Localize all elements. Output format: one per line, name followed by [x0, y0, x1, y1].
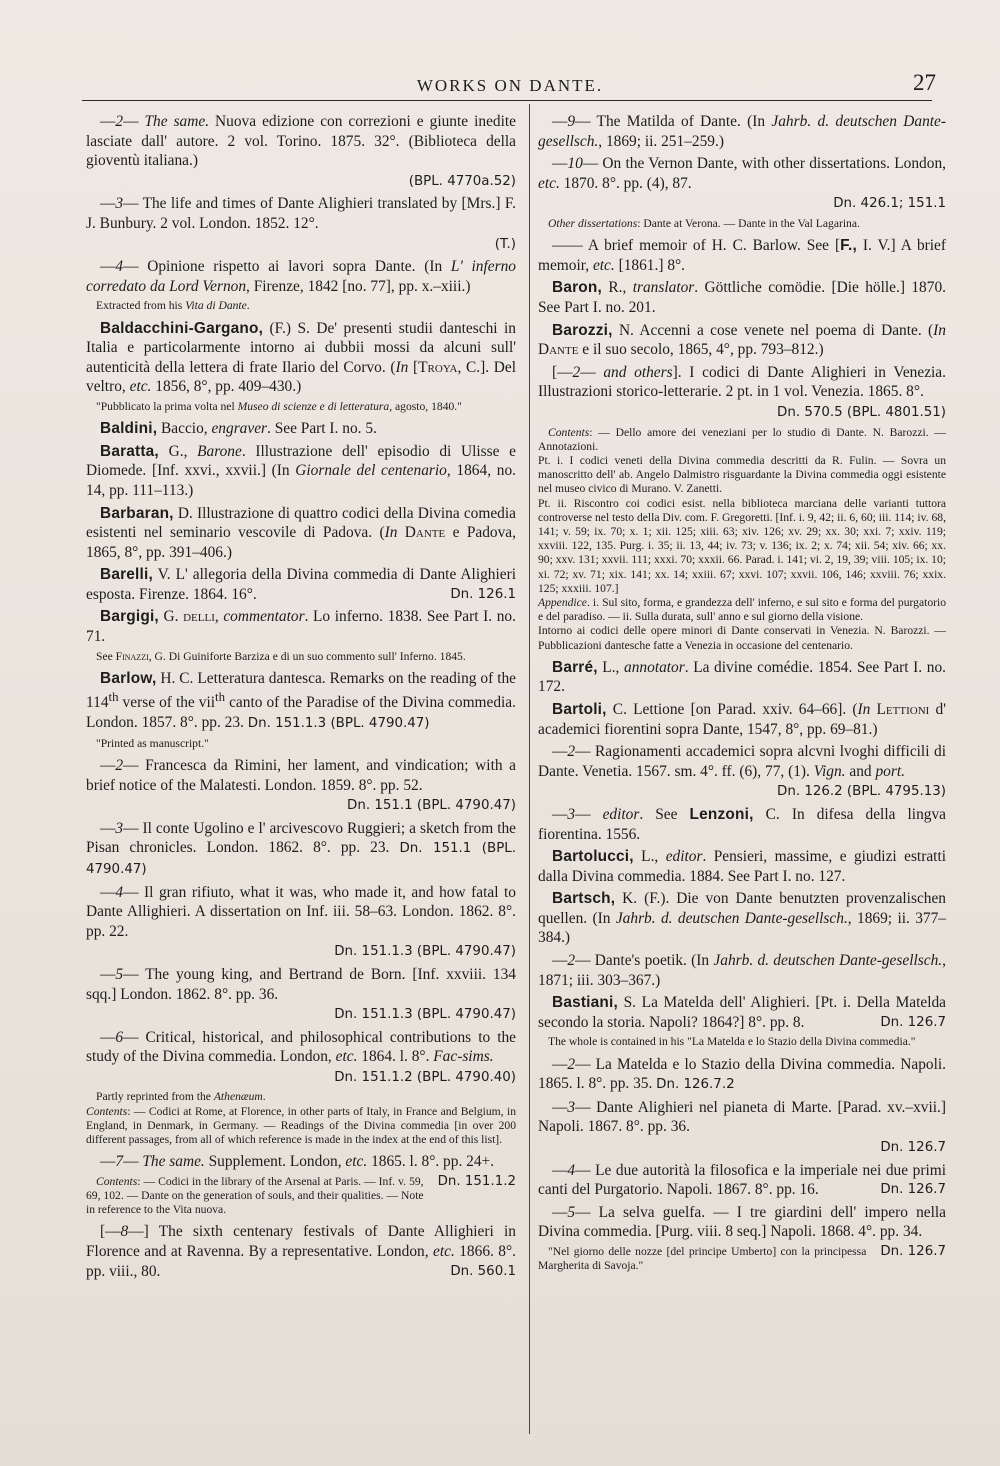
catalog-entry: Baron, R., translator. Göttliche comödie. [Die hölle.] 1870. See Part I. no. 201.	[538, 279, 946, 316]
catalog-note: The whole is contained in his "La Matelda e lo Stazio della Divina commedia."	[548, 1035, 916, 1049]
column-divider	[529, 104, 530, 1434]
catalog-note: Contents: — Codici in the library of the Arsenal at Paris. — Inf. v. 59, 69, 102. — Dante on the generation of souls, and their qualities. — Note in reference to the Vita nuova.	[86, 1174, 424, 1217]
catalog-entry: Bartolucci, L., editor. Pensieri, massime, e giudizi estratti dalla Divina commedia. 1884. See Part I. no. 127.	[538, 848, 946, 885]
catalog-entry: —3— editor. See Lenzoni, C. In difesa della lingva fiorentina. 1556.	[538, 805, 946, 843]
catalog-entry: —10— On the Vernon Dante, with other dissertations. London, etc. 1870. 8°. pp. (4), 87. Dn. 426.1; 151.1	[538, 155, 946, 212]
catalog-entry: [—2— and others]. I codici di Dante Alighieri in Venezia. Illustrazioni storico-letterarie. 2 pt. in 1 vol. Venezia. 1865. 8°. Dn. 570.5 (BPL. 4801.51)	[538, 363, 946, 420]
catalog-entry: —4— Le due autorità la filosofica e la imperiale nei due primi canti del Purgatorio. Napoli. 1867. 8°. pp. 16. Dn. 126.7	[538, 1161, 946, 1199]
catalog-entry: —5— La selva guelfa. — I tre giardini dell' impero nella Divina commedia. [Purg. viii. 8 seq.] Napoli. 1868. 4°. pp. 34. Dn. 126.7	[538, 1203, 946, 1259]
catalog-entry: Barbaran, D. Illustrazione di quattro codici della Divina comedia esistenti nel seminario vescovile di Padova. (In Dante e Padova, 1865, 8°, pp. 391–406.)	[86, 504, 516, 561]
running-head	[80, 72, 940, 102]
catalog-entry: Barozzi, N. Accenni a cose venete nel poema di Dante. (In Dante e il suo secolo, 1865, 4°, pp. 793–812.)	[538, 321, 946, 359]
catalog-note: "Printed as manuscript."	[96, 736, 209, 750]
catalog-entry: —2— The same. Nuova edizione con correzioni e giunte inedite lasciate dall' autore. 2 vol. Torino. 1875. 32°. (Biblioteca della gioventù italiana.) (BPL. 4770a.52)	[86, 113, 516, 189]
catalog-entry: —— A brief memoir of H. C. Barlow. See [F., I. V.] A brief memoir, etc. [1861.] 8°.	[538, 237, 947, 274]
catalog-entry: —2— Dante's poetik. (In Jahrb. d. deutschen Dante-gesellsch., 1871; iii. 303–367.)	[538, 952, 946, 989]
catalog-entry: Bargigi, G. delli, commentator. Lo inferno. 1838. See Part I. no. 71.	[86, 608, 516, 646]
catalog-note: "Nel giorno delle nozze [del principe Umberto] con la principessa Margherita di Savoja."	[538, 1245, 867, 1273]
catalog-entry: Bastiani, S. La Matelda dell' Alighieri. [Pt. i. Della Matelda secondo la storia. Napoli? 1864?] 8°. pp. 8. Dn. 126.7	[538, 994, 946, 1031]
left-column	[86, 112, 516, 1284]
catalog-note: Extracted from his Vita di Dante.	[96, 299, 250, 313]
running-title: WORKS ON DANTE.	[416, 76, 604, 95]
catalog-note: "Pubblicato la prima volta nel Museo di scienze e di letteratura, agosto, 1840."	[96, 399, 462, 413]
catalog-entry: Barlow, H. C. Letteratura dantesca. Remarks on the reading of the 114th verse of the vii$^{th}$ canto of the Paradise of the Divina commedia. London. 1857. 8°. pp. 23. Dn. 151.1.3 (BPL. 4790.47)	[86, 669, 516, 732]
catalog-entry: Bartoli, C. Lettione [on Parad. xxiv. 64–66]. (In Lettioni d' academici fiorentini sopra Dante, 1547, 8°, pp. 69–81.)	[538, 700, 946, 738]
catalog-entry: —3— Il conte Ugolino e l' arcivescovo Ruggieri; a sketch from the Pisan chronicles. London. 1862. 8°. pp. 23. Dn. 151.1 (BPL. 4790.47)	[86, 819, 516, 877]
catalog-note: Other dissertations: Dante at Verona. — Dante in the Val Lagarina.	[548, 216, 860, 230]
catalog-entry: —7— The same. Supplement. London, etc. 1865. l. 8°. pp. 24+. Dn. 151.1.2	[100, 1153, 516, 1189]
catalog-entry: [—8—] The sixth centenary festivals of Dante Allighieri in Florence and at Ravenna. By a representative. London, etc. 1866. 8°. pp. viii., 80. Dn. 560.1	[86, 1223, 516, 1280]
catalog-entry: Baldacchini-Gargano, (F.) S. De' presenti studii danteschi in Italia e particolarmente intorno ai dubbii mossi da alcuni sull' autenticità della lettera di frate Ilario del Corvo. (In [Troya, C.]. Del veltro, etc. 1856, 8°, pp. 409–430.)	[86, 319, 516, 396]
catalog-entry: —3— The life and times of Dante Alighieri translated by [Mrs.] F. J. Bunbury. 2 vol. London. 1852. 12°. (T.)	[86, 195, 516, 252]
catalog-note: Partly reprinted from the Athenæum. Contents: — Codici at Rome, at Florence, in other parts of Italy, in France and Belgium, in England, in Denmark, in Germany. — Readings of the Divina commedia [in over 200 different passages, from all of which reference is made in the index at the end of this list].	[86, 1090, 516, 1147]
catalog-entry: —2— La Matelda e lo Stazio della Divina commedia. Napoli. 1865. l. 8°. pp. 35. Dn. 126.7.2	[538, 1055, 946, 1093]
catalog-entry: Barelli, V. L' allegoria della Divina commedia di Dante Alighieri esposta. Firenze. 1864. 16°. Dn. 126.1	[86, 566, 516, 603]
page-number: 27	[913, 70, 936, 95]
catalog-entry: —4— Il gran rifiuto, what it was, who made it, and how fatal to Dante Allighieri. A dissertation on Inf. iii. 58–63. London. 1862. 8°. pp. 22. Dn. 151.1.3 (BPL. 4790.47)	[86, 883, 516, 960]
catalog-entry: —3— Dante Alighieri nel pianeta di Marte. [Parad. xv.–xvii.] Napoli. 1867. 8°. pp. 36. Dn. 126.7	[538, 1098, 946, 1156]
catalog-entry: —4— Opinione rispetto ai lavori sopra Dante. (In L' inferno corredato da Lord Vernon, Firenze, 1842 [no. 77], pp. x.–xiii.)	[86, 258, 516, 295]
catalog-note: Contents: — Dello amore dei veneziani per lo studio di Dante. N. Barozzi. — Annotazioni. Pt. i. I codici veneti della Divina commedia descritti da R. Fulin. — Sovra un manoscritto dell' ab. Angelo Dalmistro risguardante la Divina commedia oggi esistente nel museo civico di Murano. V. Zanetti. Pt. ii. Riscontro coi codici esist. nella biblioteca marciana delle varianti tuttora controverse nel testo della Div. com. F. Gregoretti. [Inf. i. 9, 42; ii. 6, 60; iii. 114; iv. 68, 141; v. 59; ix. 70; x. 1; xii. 125; xiii. 63; xiv. 126; xv. 29; xx. 30; xxi. 7; xxiv. 119; xxviii. 122, 135. Purg. i. 35; ii. 13, 44; iv. 73; v. 136; ix. 2; x. 74; xii. 54; xiv. 66; xx. 90; xxv. 131; xxvii. 111; xxxi. 70; xxxii. 66. Parad. i. 141; vi. 2, 19, 39; viii. 105; ix. 10; xi. 72; xv. 71; xix. 141; xx. 14; xxiii. 67; xxvi. 107; xxvii. 106, 146; xxviii. 76; xxix. 125; xxxiii. 107.] Appendice. i. Sul sito, forma, e grandezza dell' inferno, e sul sito e forma del purgatorio e del paradiso. — ii. Sulla durata, sull' anno e sul giorno della visione. Intorno ai codici delle opere minori di Dante conservati in Venezia. N. Barozzi. — Pubblicazioni dantesche fatte a Venezia in occasione del centenario.	[538, 425, 946, 652]
header-rule	[82, 100, 932, 101]
catalog-entry: Baldini, Baccio, engraver. See Part I. no. 5.	[100, 420, 377, 438]
catalog-entry: Baratta, G., Barone. Illustrazione dell' episodio di Ulisse e Diomede. [Inf. xxvi., xxvii.] (In Giornale del centenario, 1864, no. 14, pp. 111–113.)	[86, 442, 516, 499]
catalog-entry: —9— The Matilda of Dante. (In Jahrb. d. deutschen Dante-gesellsch., 1869; ii. 251–259.)	[538, 113, 946, 150]
catalog-note: See Finazzi, G. Di Guiniforte Barziza e di un suo commento sull' Inferno. 1845.	[96, 649, 466, 663]
catalog-entry: —2— Francesca da Rimini, her lament, and vindication; with a brief notice of the Malatesti. London. 1859. 8°. pp. 52. Dn. 151.1 (BPL. 4790.47)	[86, 756, 516, 814]
catalog-entry: —2— Ragionamenti accademici sopra alcvni lvoghi difficili di Dante. Venetia. 1567. sm. 4°. ff. (6), 77, (1). Vign. and port. Dn. 126.2 (BPL. 4795.13)	[538, 743, 946, 800]
catalog-entry: Barré, L., annotator. La divine comédie. 1854. See Part I. no. 172.	[538, 658, 947, 696]
catalog-entry: Bartsch, K. (F.). Die von Dante benutzten provenzalischen quellen. (In Jahrb. d. deutschen Dante-gesellsch., 1869; ii. 377–384.)	[538, 890, 946, 947]
catalog-entry: —6— Critical, historical, and philosophical contributions to the study of the Divina commedia. London, etc. 1864. l. 8°. Fac-sims. Dn. 151.1.2 (BPL. 4790.40)	[86, 1028, 516, 1085]
right-column	[538, 112, 946, 1278]
catalog-entry: —5— The young king, and Bertrand de Born. [Inf. xxviii. 134 sqq.] London. 1862. 8°. pp. 36. Dn. 151.1.3 (BPL. 4790.47)	[86, 965, 516, 1023]
